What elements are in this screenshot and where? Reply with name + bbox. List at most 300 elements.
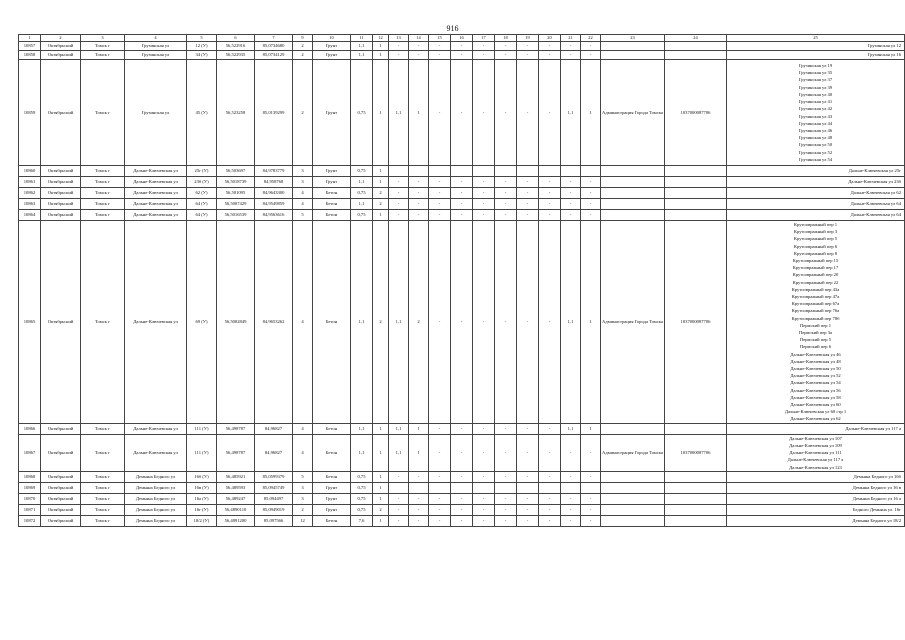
cell-id: 10862 [19,188,41,199]
cell-street: Грузинская ул [125,51,187,60]
address-item: Грузинская ул 44 [798,120,833,126]
address-item: Дальне-Ключевская ул 64 [850,212,901,218]
address-item: Грузинская ул 46 [798,127,833,133]
address-item: Пермский пер 5 [799,337,832,343]
cell-street: Демьяна Бедного ул [125,471,187,482]
cell-lat: 56,489247 [217,493,255,504]
cell-c21: 1,1 [561,423,581,434]
table-row [19,210,905,221]
cell-owner [601,493,665,504]
cell-id: 10868 [19,471,41,482]
cell-c19: - [517,504,539,515]
cell-c17 [473,166,495,177]
cell-surface: Бетон [313,471,351,482]
address-item: Дальне-Ключевская ул 62 [790,416,841,422]
cell-addresses [727,515,905,526]
cell-city: Томск г [81,423,125,434]
cell-city: Томск г [81,515,125,526]
address-list [728,425,903,432]
cell-c18: - [495,199,517,210]
cell-c19: - [517,51,539,60]
cell-c13: - [389,42,409,51]
cell-surface: Бетон [313,434,351,471]
cell-c20: - [539,60,561,166]
cell-c21 [561,482,581,493]
cell-street: Дальне-Ключевская ул [125,199,187,210]
cell-ogrn [665,504,727,515]
address-item: Пермский пер 6 [799,344,832,350]
table-row [19,166,905,177]
address-item: Дальне-Ключевская ул 64 [850,201,901,207]
cell-owner [601,504,665,515]
address-item: Крутоовражный пер 6 [793,243,838,249]
cell-c14: - [409,493,429,504]
cell-c20: - [539,504,561,515]
cell-cnt: 3 [293,177,313,188]
cell-c16: - [451,51,473,60]
cell-owner [601,42,665,51]
cell-area: 1,1 [351,42,373,51]
cell-ogrn [665,210,727,221]
cell-c14: - [409,42,429,51]
cell-c19 [517,482,539,493]
cell-c15 [429,482,451,493]
cell-lon: 85,0734129 [255,51,293,60]
cell-ogrn [665,423,727,434]
cell-street: Дальне-Ключевская ул [125,188,187,199]
cell-lat: 56,5002849 [217,221,255,424]
cell-c15: - [429,221,451,424]
cell-lon: 84,96827 [255,423,293,434]
table-row [19,515,905,526]
cell-lon: 84,958768 [255,177,293,188]
cell-c22: - [581,177,601,188]
cell-lat: 56,498787 [217,423,255,434]
cell-district: Октябрьский [41,221,81,424]
cell-c16: - [451,210,473,221]
column-number: 22 [581,35,601,42]
cell-c13: - [389,493,409,504]
address-list [728,517,903,524]
address-item: Демьяна Бедного ул 16 а [852,496,901,502]
cell-area: 0,75 [351,188,373,199]
cell-district: Октябрьский [41,60,81,166]
cell-cnt: 2 [293,51,313,60]
cell-c13: 1,1 [389,60,409,166]
column-number: 4 [125,35,187,42]
cell-c22: - [581,434,601,471]
cell-c15: - [429,434,451,471]
table-row [19,471,905,482]
cell-c22 [581,166,601,177]
cell-c17: - [473,515,495,526]
page-number: 916 [446,24,459,33]
cell-addresses [727,188,905,199]
cell-c13 [389,166,409,177]
cell-num: 16в (У) [187,482,217,493]
registry-table [18,34,905,527]
cell-c16: - [451,42,473,51]
cell-c13: - [389,515,409,526]
column-number: 9 [293,35,313,42]
cell-c21: - [561,504,581,515]
cell-id: 10863 [19,199,41,210]
cell-city: Томск г [81,188,125,199]
cell-c18: - [495,504,517,515]
cell-num: 45 (У) [187,60,217,166]
address-item: Дальне-Ключевская ул 109 [789,442,842,448]
cell-c20: - [539,471,561,482]
cell-c19: - [517,210,539,221]
cell-c22: - [581,515,601,526]
cell-num: 16б (У) [187,471,217,482]
cell-c22: 1 [581,60,601,166]
cell-lon: 84,9653262 [255,221,293,424]
cell-c14 [409,482,429,493]
cell-c17: - [473,42,495,51]
cell-c15: - [429,493,451,504]
cell-c12: 1 [373,177,389,188]
cell-c19 [517,166,539,177]
address-item: Грузинская ул 50 [798,142,833,148]
cell-owner: Администрация Города Томска [601,60,665,166]
cell-c15: - [429,210,451,221]
address-item: Грузинская ул 39 [798,84,833,90]
address-list [728,506,903,513]
cell-owner: Администрация Города Томска [601,434,665,471]
table-row [19,199,905,210]
cell-c22: - [581,493,601,504]
cell-c19: - [517,221,539,424]
cell-city: Томск г [81,471,125,482]
cell-c20 [539,482,561,493]
cell-lon: 84,96827 [255,434,293,471]
cell-c17: - [473,423,495,434]
cell-ogrn [665,42,727,51]
cell-c14 [409,166,429,177]
cell-cnt: 4 [293,423,313,434]
column-number: 19 [517,35,539,42]
cell-lat: 56,503697 [217,166,255,177]
cell-area: 0,75 [351,504,373,515]
address-item: Пермский пер 3а [798,330,833,336]
cell-addresses [727,51,905,60]
cell-c18 [495,482,517,493]
cell-c13: - [389,177,409,188]
cell-c21: - [561,51,581,60]
cell-c16: - [451,515,473,526]
cell-city: Томск г [81,482,125,493]
cell-district: Октябрьский [41,471,81,482]
column-number: 1 [19,35,41,42]
cell-c16: - [451,493,473,504]
cell-surface: Грунт [313,493,351,504]
cell-cnt: 3 [293,166,313,177]
cell-surface: Грунт [313,51,351,60]
cell-c16: - [451,434,473,471]
cell-ogrn [665,51,727,60]
cell-c22: - [581,42,601,51]
cell-addresses [727,199,905,210]
cell-lat: 56,523258 [217,60,255,166]
cell-c20: - [539,423,561,434]
table-row [19,177,905,188]
cell-c19: - [517,423,539,434]
cell-ogrn [665,482,727,493]
cell-cnt: 2 [293,60,313,166]
address-list [728,189,903,196]
cell-c12: 2 [373,188,389,199]
cell-c22: - [581,199,601,210]
cell-c12: 1 [373,471,389,482]
cell-c19: - [517,177,539,188]
cell-c21: 1,1 [561,221,581,424]
cell-district: Октябрьский [41,51,81,60]
cell-c12: 1 [373,60,389,166]
cell-c16: - [451,60,473,166]
cell-num: 16а (У) [187,493,217,504]
column-number: 14 [409,35,429,42]
cell-c17: - [473,199,495,210]
cell-c13: - [389,188,409,199]
cell-id: 10861 [19,177,41,188]
address-item: Дальне-Ключевская ул 48 [790,358,841,364]
cell-c15: - [429,188,451,199]
cell-c20: - [539,221,561,424]
cell-id: 10859 [19,60,41,166]
address-item: Дальне-Ключевская ул 50 [790,366,841,372]
address-item: Дальне-Ключевская ул 56 [790,387,841,393]
address-item: Демьяна Бедного ул 16 в [852,485,901,491]
cell-c14: - [409,51,429,60]
cell-c13: - [389,504,409,515]
cell-c17 [473,482,495,493]
cell-c14: - [409,515,429,526]
cell-ogrn [665,166,727,177]
cell-num: 23б (У) [187,177,217,188]
address-item: Демьяна Бедного ул 16б [853,474,901,480]
table-row [19,504,905,515]
cell-addresses [727,42,905,51]
cell-c16 [451,166,473,177]
cell-lat: 56,4891200 [217,515,255,526]
cell-cnt: 3 [293,482,313,493]
cell-surface: Грунт [313,504,351,515]
address-item: Крутоовражный пер 1 [793,222,838,227]
cell-c12: 1 [373,210,389,221]
cell-area: 0,75 [351,482,373,493]
cell-c21: - [561,210,581,221]
cell-c21: 1,1 [561,60,581,166]
cell-addresses [727,471,905,482]
cell-district: Октябрьский [41,42,81,51]
cell-c20: - [539,199,561,210]
cell-c13: - [389,471,409,482]
cell-addresses [727,166,905,177]
cell-surface: Бетон [313,515,351,526]
address-item: Крутоовражный пер 8 [793,250,838,256]
cell-c14: 1 [409,434,429,471]
cell-city: Томск г [81,51,125,60]
cell-addresses [727,221,905,424]
cell-ogrn [665,177,727,188]
cell-area: 1,1 [351,423,373,434]
column-number: 2 [41,35,81,42]
cell-c19: - [517,493,539,504]
address-item: Дальне-Ключевская ул 46 [790,351,841,357]
cell-owner [601,51,665,60]
address-item: Грузинская ул 16 [867,52,901,58]
cell-num: 18/2 (У) [187,515,217,526]
cell-c12: 2 [373,504,389,515]
cell-c21: - [561,515,581,526]
cell-street: Демьяна Бедного ул [125,482,187,493]
address-item: Дальне-Ключевская ул 123 [789,464,842,470]
cell-id: 10872 [19,515,41,526]
column-number: 15 [429,35,451,42]
cell-id: 10871 [19,504,41,515]
cell-id: 10865 [19,221,41,424]
cell-lat: 56,485921 [217,471,255,482]
cell-owner [601,199,665,210]
cell-lat: 56,4890110 [217,504,255,515]
cell-area: 0,75 [351,166,373,177]
cell-c13: - [389,199,409,210]
cell-owner [601,482,665,493]
column-number: 25 [727,35,905,42]
cell-c18: - [495,471,517,482]
cell-district: Октябрьский [41,504,81,515]
cell-district: Октябрьский [41,423,81,434]
cell-ogrn: 1037000087706 [665,60,727,166]
cell-c16: - [451,199,473,210]
address-item: Дальне-Ключевская ул 62 [850,190,901,196]
address-item: Дальне-Ключевская ул 23б [848,179,901,185]
cell-surface: Бетон [313,221,351,424]
cell-ogrn [665,199,727,210]
cell-c18: - [495,515,517,526]
cell-street: Дальне-Ключевская ул [125,423,187,434]
address-item: Дальне-Ключевская ул 58 [790,394,841,400]
cell-addresses [727,60,905,166]
cell-c21: - [561,188,581,199]
cell-city: Томск г [81,42,125,51]
column-number: 24 [665,35,727,42]
cell-district: Октябрьский [41,199,81,210]
cell-c20: - [539,434,561,471]
cell-c12: 1 [373,42,389,51]
address-item: Крутоовражный пер 78б [791,315,840,321]
table-row [19,434,905,471]
cell-c17: - [473,471,495,482]
cell-c17: - [473,60,495,166]
cell-cnt: 3 [293,493,313,504]
cell-c14: - [409,504,429,515]
cell-c22: - [581,504,601,515]
address-item: Крутоовражный пер 15 [792,258,839,264]
cell-street: Грузинская ул [125,60,187,166]
cell-c22: 1 [581,221,601,424]
address-item: Крутоовражный пер 47а [791,294,840,300]
cell-id: 10869 [19,482,41,493]
cell-c22: - [581,210,601,221]
address-list [728,62,903,163]
cell-street: Дальне-Ключевская ул [125,434,187,471]
column-number: 7 [255,35,293,42]
cell-lat: 56,522916 [217,42,255,51]
cell-cnt: 5 [293,471,313,482]
cell-id: 10866 [19,423,41,434]
cell-street: Демьяна Бедного ул [125,515,187,526]
cell-c14: 1 [409,423,429,434]
cell-district: Октябрьский [41,177,81,188]
cell-lon: 85,0949019 [255,504,293,515]
cell-c19: - [517,434,539,471]
address-item: Дальне-Ключевская ул 111 [789,450,842,456]
cell-c19: - [517,199,539,210]
cell-addresses [727,434,905,471]
cell-owner: Администрация Города Томска [601,221,665,424]
cell-district: Октябрьский [41,188,81,199]
cell-area: 0,75 [351,210,373,221]
cell-area: 0,75 [351,471,373,482]
cell-id: 10858 [19,51,41,60]
address-item: Дальне-Ключевская ул 60 [790,402,841,408]
address-item: Дальне-Ключевская ул 52 [790,373,841,379]
cell-num: 69 (У) [187,221,217,424]
cell-c14: - [409,188,429,199]
cell-c13 [389,482,409,493]
address-item: Грузинская ул 42 [798,106,833,112]
cell-addresses [727,177,905,188]
cell-area: 1,1 [351,199,373,210]
cell-c19: - [517,188,539,199]
column-number: 5 [187,35,217,42]
cell-c18: - [495,221,517,424]
cell-c15: - [429,42,451,51]
cell-c18: - [495,493,517,504]
cell-surface: Бетон [313,210,351,221]
cell-lat: 56,5007429 [217,199,255,210]
cell-c13: - [389,210,409,221]
cell-surface: Грунт [313,177,351,188]
cell-c21: - [561,471,581,482]
cell-district: Октябрьский [41,515,81,526]
cell-lon: 84,9549859 [255,199,293,210]
address-item: Грузинская ул 48 [798,135,833,141]
cell-lon: 85,097566 [255,515,293,526]
cell-cnt: 4 [293,221,313,424]
column-number: 17 [473,35,495,42]
cell-c22: - [581,188,601,199]
cell-id: 10857 [19,42,41,51]
cell-c15: - [429,51,451,60]
cell-lat: 56,5018739 [217,177,255,188]
cell-area: 0,75 [351,60,373,166]
address-item: Бедного Демьяна ул. 16г [852,507,901,513]
address-item: Дальне-Ключевская ул 117 а [787,457,844,463]
cell-c13: 1,1 [389,221,409,424]
address-item: Грузинская ул 37 [798,77,833,83]
address-list [728,178,903,185]
column-number: 11 [351,35,373,42]
cell-c19: - [517,60,539,166]
cell-num: 34 (У) [187,51,217,60]
cell-c15 [429,166,451,177]
cell-cnt: 2 [293,504,313,515]
cell-c12: 1 [373,166,389,177]
cell-owner [601,188,665,199]
